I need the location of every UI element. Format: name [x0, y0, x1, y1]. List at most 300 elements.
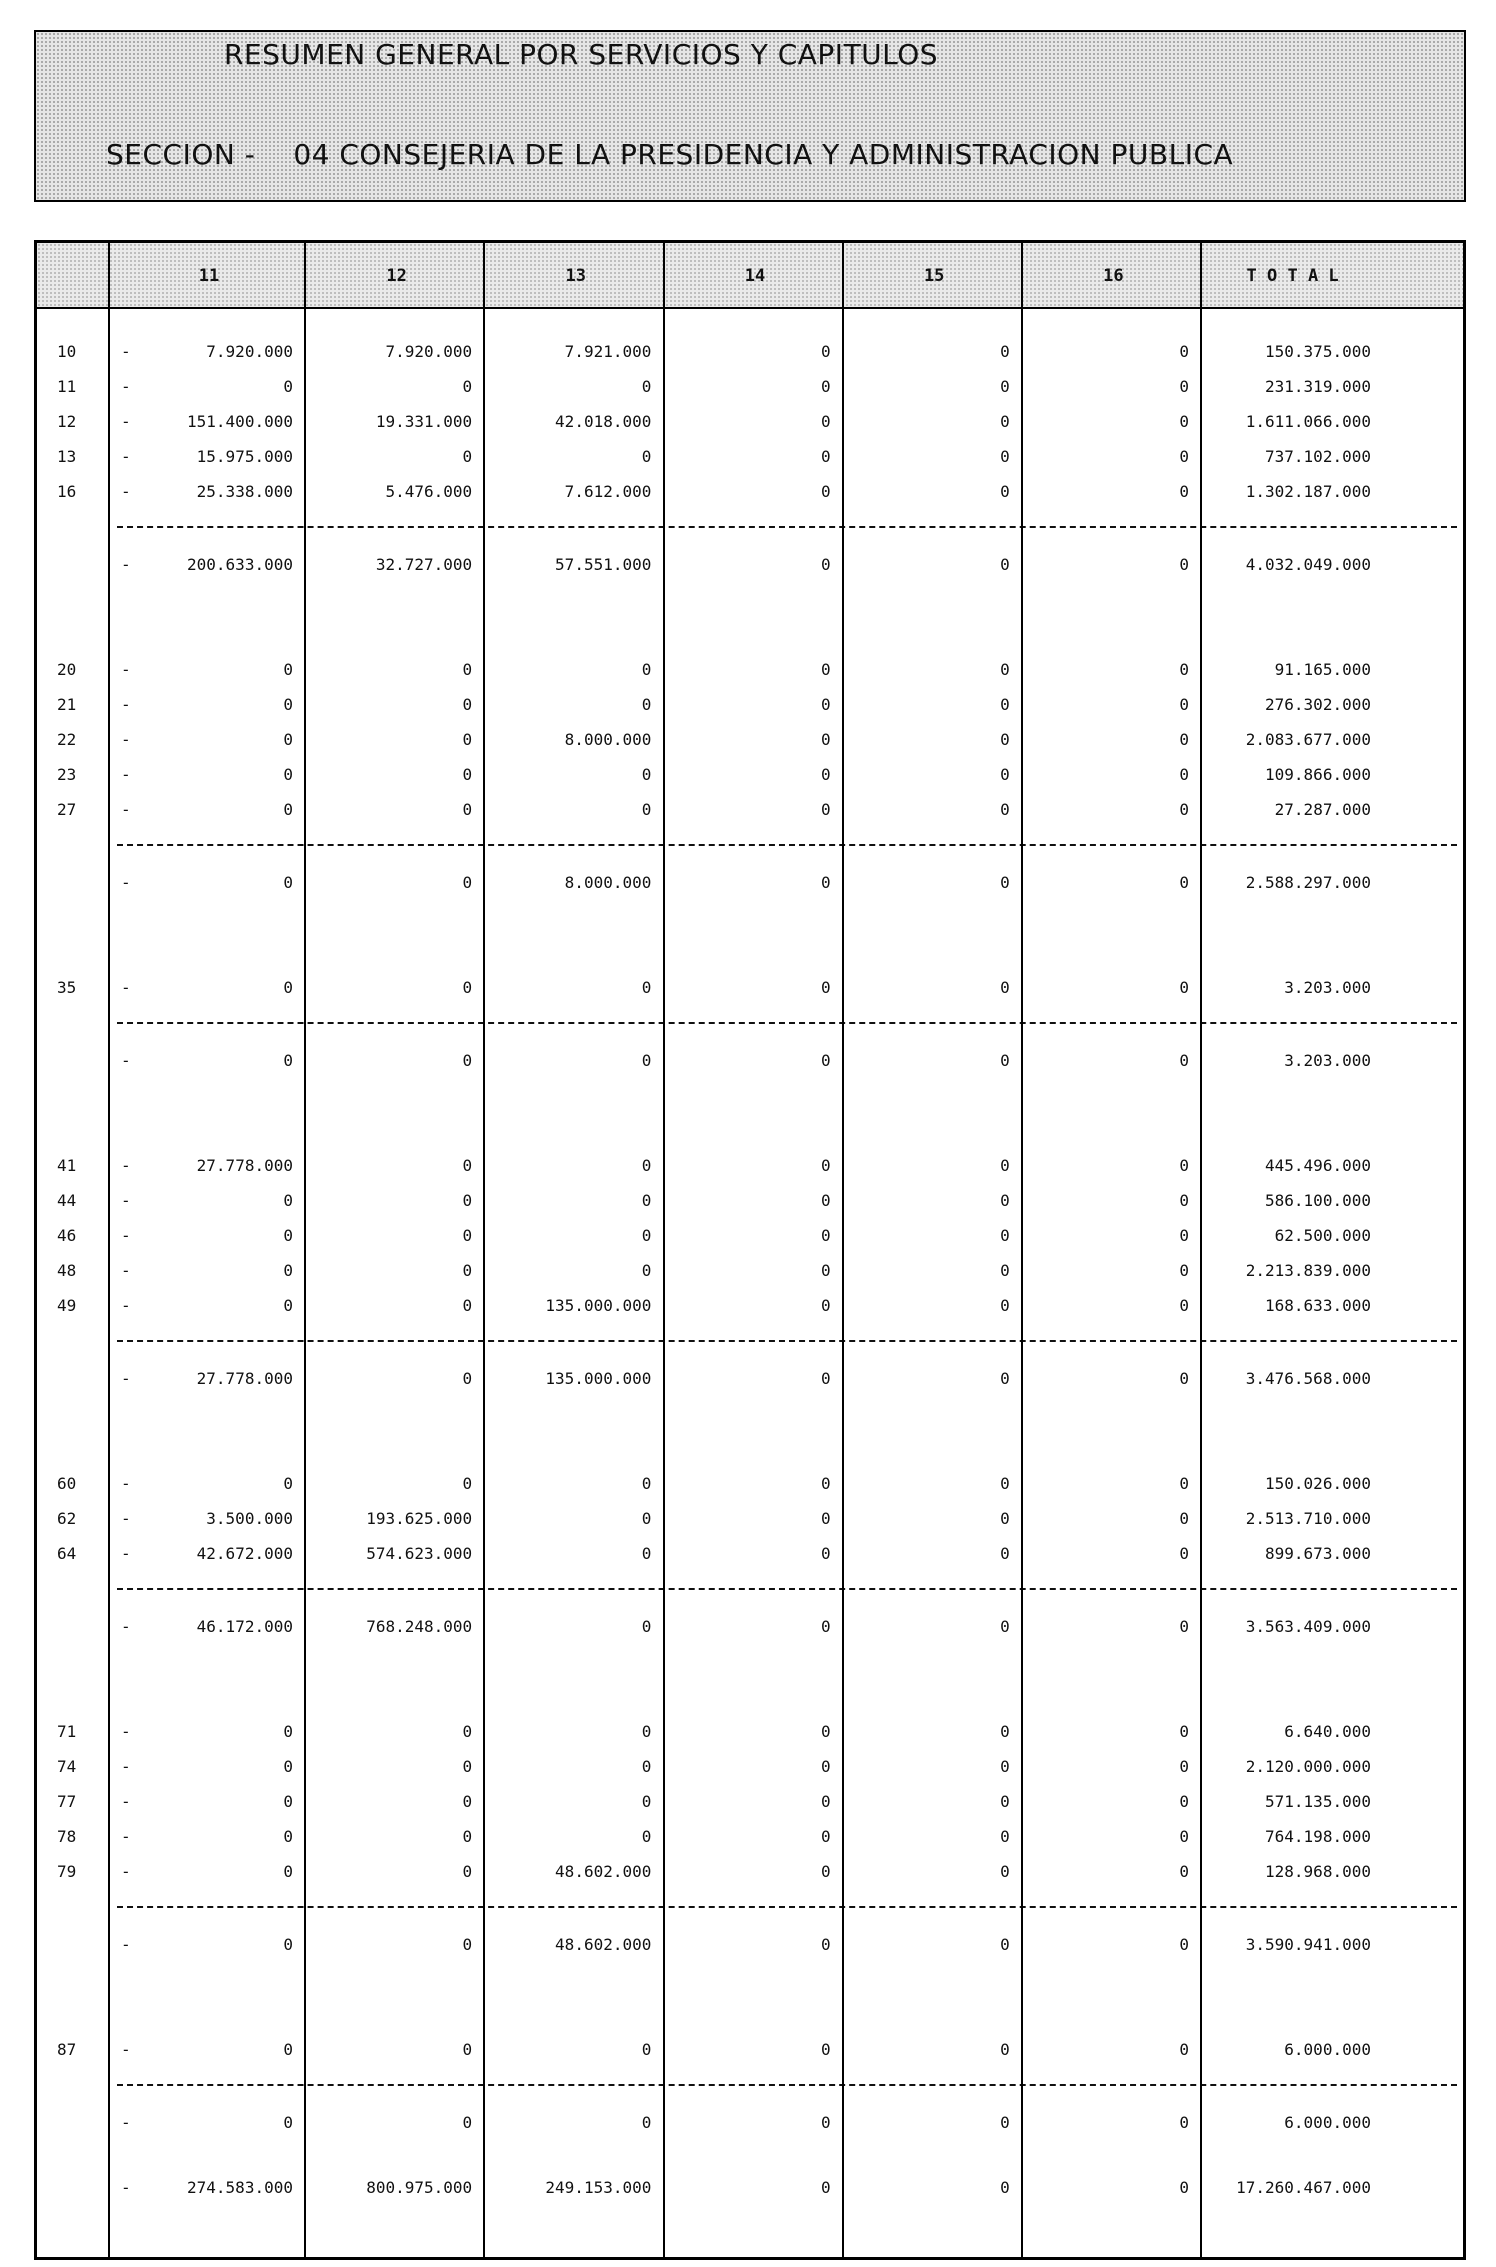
value-cell: 0	[641, 1261, 652, 1280]
value-cell: 0	[462, 660, 473, 679]
row-marker: -	[121, 1935, 131, 1954]
subtotal-separator	[117, 844, 1457, 846]
value-cell: 0	[1000, 660, 1010, 679]
total-value: 571.135.000	[1265, 1792, 1371, 1811]
value-cell: 0	[1000, 1544, 1010, 1563]
value-cell: 0	[462, 1191, 473, 1210]
column-header-11: 11	[198, 266, 220, 286]
value-cell: 7.920.000	[385, 342, 473, 361]
value-cell: 0	[283, 1226, 293, 1245]
subtotal-separator	[117, 1022, 1457, 1024]
column-header-15: 15	[923, 266, 945, 286]
value-cell: 0	[1179, 1296, 1189, 1315]
value-cell: 0	[820, 1862, 831, 1881]
row-marker: -	[121, 1296, 131, 1315]
row-code: 27	[57, 800, 77, 819]
value-cell: 0	[1179, 1935, 1189, 1954]
value-cell: 0	[1179, 377, 1189, 396]
value-cell: 0	[283, 1722, 293, 1741]
subtotal-separator	[117, 2084, 1457, 2086]
row-marker: -	[121, 765, 131, 784]
value-cell: 0	[1000, 1827, 1010, 1846]
value-cell: 0	[1179, 1757, 1189, 1776]
value-cell: 0	[820, 1191, 831, 1210]
value-cell: 57.551.000	[555, 555, 652, 574]
value-cell: 0	[283, 800, 293, 819]
total-value: 764.198.000	[1265, 1827, 1371, 1846]
value-cell: 0	[641, 660, 652, 679]
value-cell: 0	[283, 1296, 293, 1315]
row-marker: -	[121, 1369, 131, 1388]
value-cell: 0	[283, 695, 293, 714]
total-value: 62.500.000	[1274, 1226, 1371, 1245]
value-cell: 0	[462, 695, 473, 714]
row-marker: -	[121, 1226, 131, 1245]
row-code: 35	[57, 978, 77, 997]
value-cell: 0	[462, 1296, 473, 1315]
value-cell: 0	[1000, 1757, 1010, 1776]
value-cell: 0	[283, 1935, 293, 1954]
value-cell: 0	[1000, 1051, 1010, 1070]
value-cell: 0	[641, 1156, 652, 1175]
table-row	[37, 1186, 1463, 1216]
value-cell: 0	[1000, 1474, 1010, 1493]
row-marker: -	[121, 1191, 131, 1210]
subtotal-row	[37, 2108, 1463, 2138]
value-cell: 0	[820, 1226, 831, 1245]
value-cell: 0	[820, 730, 831, 749]
value-cell: 0	[462, 2040, 473, 2059]
budget-table	[34, 240, 1466, 2260]
column-divider	[304, 243, 306, 2257]
column-header-total: T O T A L	[1246, 266, 1339, 286]
value-cell: 0	[462, 1757, 473, 1776]
value-cell: 48.602.000	[555, 1935, 652, 1954]
value-cell: 0	[283, 765, 293, 784]
subtotal-row	[37, 550, 1463, 580]
value-cell: 0	[283, 873, 293, 892]
value-cell: 0	[820, 555, 831, 574]
value-cell: 0	[820, 695, 831, 714]
value-cell: 0	[1179, 342, 1189, 361]
value-cell: 135.000.000	[545, 1296, 652, 1315]
table-row	[37, 1221, 1463, 1251]
table-row	[37, 1291, 1463, 1321]
row-marker: -	[121, 1617, 131, 1636]
total-value: 276.302.000	[1265, 695, 1371, 714]
value-cell: 15.975.000	[196, 447, 293, 466]
row-marker: -	[121, 730, 131, 749]
value-cell: 0	[820, 1369, 831, 1388]
column-divider	[842, 243, 844, 2257]
value-cell: 0	[820, 1722, 831, 1741]
value-cell: 574.623.000	[366, 1544, 473, 1563]
row-code: 13	[57, 447, 77, 466]
column-divider	[663, 243, 665, 2257]
value-cell: 0	[1000, 1369, 1010, 1388]
table-row	[37, 1504, 1463, 1534]
value-cell: 0	[283, 1757, 293, 1776]
value-cell: 0	[820, 1617, 831, 1636]
row-marker: -	[121, 1757, 131, 1776]
value-cell: 0	[641, 2040, 652, 2059]
table-row	[37, 1787, 1463, 1817]
table-row	[37, 442, 1463, 472]
total-value: 1.611.066.000	[1245, 412, 1371, 431]
value-cell: 3.500.000	[206, 1509, 293, 1528]
value-cell: 0	[641, 1191, 652, 1210]
row-marker: -	[121, 342, 131, 361]
value-cell: 0	[1179, 1509, 1189, 1528]
table-row	[37, 760, 1463, 790]
value-cell: 0	[1179, 695, 1189, 714]
value-cell: 0	[820, 1296, 831, 1315]
value-cell: 0	[1179, 1792, 1189, 1811]
value-cell: 0	[820, 1757, 831, 1776]
value-cell: 0	[1179, 978, 1189, 997]
value-cell: 0	[1000, 1191, 1010, 1210]
value-cell: 0	[462, 873, 473, 892]
value-cell: 0	[283, 978, 293, 997]
value-cell: 0	[283, 2040, 293, 2059]
value-cell: 0	[1000, 342, 1010, 361]
value-cell: 800.975.000	[366, 2178, 473, 2197]
value-cell: 0	[462, 1935, 473, 1954]
value-cell: 0	[283, 1862, 293, 1881]
value-cell: 0	[641, 1757, 652, 1776]
total-value: 737.102.000	[1265, 447, 1371, 466]
value-cell: 0	[462, 1862, 473, 1881]
total-value: 150.375.000	[1265, 342, 1371, 361]
value-cell: 0	[820, 1156, 831, 1175]
value-cell: 0	[820, 765, 831, 784]
total-value: 2.513.710.000	[1245, 1509, 1371, 1528]
row-marker: -	[121, 482, 131, 501]
subtotal-row	[37, 1612, 1463, 1642]
value-cell: 0	[1179, 1051, 1189, 1070]
value-cell: 0	[820, 1509, 831, 1528]
value-cell: 7.921.000	[564, 342, 652, 361]
table-row	[37, 407, 1463, 437]
row-code: 21	[57, 695, 77, 714]
total-value: 3.203.000	[1284, 978, 1371, 997]
value-cell: 0	[283, 1261, 293, 1280]
row-marker: -	[121, 1544, 131, 1563]
value-cell: 0	[1000, 1935, 1010, 1954]
value-cell: 25.338.000	[196, 482, 293, 501]
value-cell: 0	[1179, 1617, 1189, 1636]
subtotal-separator	[117, 1906, 1457, 1908]
value-cell: 135.000.000	[545, 1369, 652, 1388]
row-marker: -	[121, 660, 131, 679]
value-cell: 0	[1000, 800, 1010, 819]
value-cell: 0	[1179, 800, 1189, 819]
row-code: 49	[57, 1296, 77, 1315]
row-code: 41	[57, 1156, 77, 1175]
value-cell: 0	[820, 447, 831, 466]
value-cell: 0	[820, 1261, 831, 1280]
value-cell: 0	[1179, 730, 1189, 749]
value-cell: 0	[820, 377, 831, 396]
total-value: 2.083.677.000	[1245, 730, 1371, 749]
value-cell: 0	[820, 2178, 831, 2197]
table-row	[37, 1857, 1463, 1887]
value-cell: 0	[1000, 730, 1010, 749]
total-value: 231.319.000	[1265, 377, 1371, 396]
value-cell: 274.583.000	[187, 2178, 293, 2197]
row-code: 16	[57, 482, 77, 501]
table-row	[37, 337, 1463, 367]
value-cell: 249.153.000	[545, 2178, 652, 2197]
row-marker: -	[121, 1051, 131, 1070]
value-cell: 8.000.000	[564, 873, 652, 892]
value-cell: 0	[1179, 765, 1189, 784]
table-row	[37, 1822, 1463, 1852]
value-cell: 0	[283, 1474, 293, 1493]
value-cell: 0	[820, 1051, 831, 1070]
row-code: 23	[57, 765, 77, 784]
value-cell: 0	[641, 1544, 652, 1563]
value-cell: 151.400.000	[187, 412, 293, 431]
value-cell: 0	[820, 2113, 831, 2132]
value-cell: 0	[1179, 447, 1189, 466]
value-cell: 7.612.000	[564, 482, 652, 501]
value-cell: 0	[641, 1617, 652, 1636]
column-divider	[108, 243, 110, 2257]
value-cell: 0	[1000, 2040, 1010, 2059]
value-cell: 200.633.000	[187, 555, 293, 574]
value-cell: 0	[641, 695, 652, 714]
report-title: RESUMEN GENERAL POR SERVICIOS Y CAPITULOS	[224, 38, 939, 71]
value-cell: 0	[462, 2113, 473, 2132]
value-cell: 0	[820, 482, 831, 501]
value-cell: 0	[283, 1792, 293, 1811]
value-cell: 0	[1179, 1226, 1189, 1245]
value-cell: 0	[283, 730, 293, 749]
row-code: 22	[57, 730, 77, 749]
value-cell: 0	[820, 412, 831, 431]
row-marker: -	[121, 2040, 131, 2059]
value-cell: 0	[462, 1261, 473, 1280]
row-marker: -	[121, 1156, 131, 1175]
value-cell: 0	[1179, 2040, 1189, 2059]
value-cell: 0	[1179, 873, 1189, 892]
value-cell: 0	[462, 1156, 473, 1175]
value-cell: 0	[820, 978, 831, 997]
value-cell: 0	[1179, 482, 1189, 501]
table-row	[37, 2035, 1463, 2065]
table-row	[37, 973, 1463, 1003]
value-cell: 0	[1000, 377, 1010, 396]
value-cell: 0	[820, 2040, 831, 2059]
row-code: 20	[57, 660, 77, 679]
value-cell: 0	[462, 1474, 473, 1493]
table-row	[37, 372, 1463, 402]
value-cell: 0	[820, 342, 831, 361]
value-cell: 0	[462, 765, 473, 784]
table-row	[37, 1256, 1463, 1286]
value-cell: 0	[641, 1722, 652, 1741]
value-cell: 0	[641, 447, 652, 466]
value-cell: 0	[462, 447, 473, 466]
total-value: 150.026.000	[1265, 1474, 1371, 1493]
row-marker: -	[121, 377, 131, 396]
row-code: 12	[57, 412, 77, 431]
value-cell: 0	[641, 765, 652, 784]
total-value: 17.260.467.000	[1236, 2178, 1371, 2197]
value-cell: 32.727.000	[375, 555, 473, 574]
value-cell: 0	[462, 800, 473, 819]
total-value: 2.120.000.000	[1245, 1757, 1371, 1776]
value-cell: 0	[283, 2113, 293, 2132]
value-cell: 0	[1000, 1156, 1010, 1175]
row-code: 11	[57, 377, 77, 396]
table-row	[37, 725, 1463, 755]
value-cell: 48.602.000	[555, 1862, 652, 1881]
total-value: 3.563.409.000	[1245, 1617, 1371, 1636]
row-code: 62	[57, 1509, 77, 1528]
value-cell: 0	[1000, 873, 1010, 892]
value-cell: 0	[283, 377, 293, 396]
total-value: 4.032.049.000	[1245, 555, 1371, 574]
row-marker: -	[121, 1474, 131, 1493]
value-cell: 0	[820, 1474, 831, 1493]
column-header-14: 14	[744, 266, 766, 286]
total-value: 899.673.000	[1265, 1544, 1371, 1563]
subtotal-row	[37, 1364, 1463, 1394]
table-row	[37, 1717, 1463, 1747]
value-cell: 0	[462, 978, 473, 997]
subtotal-row	[37, 1930, 1463, 1960]
value-cell: 0	[820, 1935, 831, 1954]
value-cell: 0	[1179, 1156, 1189, 1175]
row-code: 77	[57, 1792, 77, 1811]
subtotal-separator	[117, 1340, 1457, 1342]
value-cell: 0	[1000, 447, 1010, 466]
grand-total-row	[37, 2173, 1463, 2203]
value-cell: 0	[820, 660, 831, 679]
total-value: 2.213.839.000	[1245, 1261, 1371, 1280]
row-code: 79	[57, 1862, 77, 1881]
value-cell: 0	[1000, 2113, 1010, 2132]
table-row	[37, 795, 1463, 825]
value-cell: 0	[1000, 695, 1010, 714]
subtotal-separator	[117, 1588, 1457, 1590]
value-cell: 0	[820, 1827, 831, 1846]
row-code: 74	[57, 1757, 77, 1776]
value-cell: 0	[1179, 1474, 1189, 1493]
total-value: 6.000.000	[1284, 2040, 1371, 2059]
value-cell: 0	[641, 1509, 652, 1528]
report-header	[34, 30, 1466, 202]
value-cell: 5.476.000	[385, 482, 473, 501]
value-cell: 0	[283, 1051, 293, 1070]
value-cell: 0	[1000, 555, 1010, 574]
row-marker: -	[121, 695, 131, 714]
value-cell: 0	[1179, 1369, 1189, 1388]
value-cell: 193.625.000	[366, 1509, 473, 1528]
value-cell: 0	[641, 1792, 652, 1811]
column-header-12: 12	[386, 266, 407, 286]
value-cell: 0	[1179, 1827, 1189, 1846]
value-cell: 42.018.000	[555, 412, 652, 431]
value-cell: 0	[641, 1226, 652, 1245]
value-cell: 0	[462, 1226, 473, 1245]
table-row	[37, 1539, 1463, 1569]
row-marker: -	[121, 2178, 131, 2197]
value-cell: 0	[462, 1722, 473, 1741]
value-cell: 0	[820, 1544, 831, 1563]
row-code: 46	[57, 1226, 77, 1245]
value-cell: 46.172.000	[196, 1617, 293, 1636]
value-cell: 27.778.000	[196, 1156, 293, 1175]
value-cell: 0	[283, 1191, 293, 1210]
row-code: 78	[57, 1827, 77, 1846]
total-value: 2.588.297.000	[1245, 873, 1371, 892]
value-cell: 0	[462, 1369, 473, 1388]
section-line	[106, 138, 1233, 171]
section-name: 04 CONSEJERIA DE LA PRESIDENCIA Y ADMINISTRACION PUBLICA	[293, 138, 1234, 171]
value-cell: 0	[1000, 482, 1010, 501]
value-cell: 0	[283, 660, 293, 679]
total-value: 128.968.000	[1265, 1862, 1371, 1881]
value-cell: 0	[1000, 1722, 1010, 1741]
total-value: 168.633.000	[1265, 1296, 1371, 1315]
row-marker: -	[121, 2113, 131, 2132]
value-cell: 0	[1179, 412, 1189, 431]
value-cell: 0	[1179, 1191, 1189, 1210]
value-cell: 0	[641, 2113, 652, 2132]
value-cell: 0	[1000, 978, 1010, 997]
value-cell: 8.000.000	[564, 730, 652, 749]
subtotal-separator	[117, 526, 1457, 528]
row-code: 48	[57, 1261, 77, 1280]
table-row	[37, 1151, 1463, 1181]
value-cell: 0	[1000, 412, 1010, 431]
row-marker: -	[121, 412, 131, 431]
column-divider	[483, 243, 485, 2257]
row-code: 64	[57, 1544, 77, 1563]
value-cell: 0	[1000, 1509, 1010, 1528]
value-cell: 0	[1000, 1261, 1010, 1280]
value-cell: 0	[1179, 1722, 1189, 1741]
value-cell: 0	[1179, 1862, 1189, 1881]
value-cell: 0	[462, 730, 473, 749]
table-row	[37, 1469, 1463, 1499]
row-marker: -	[121, 555, 131, 574]
row-marker: -	[121, 1792, 131, 1811]
row-code: 10	[57, 342, 77, 361]
total-value: 27.287.000	[1274, 800, 1371, 819]
row-code: 44	[57, 1191, 77, 1210]
value-cell: 0	[1179, 660, 1189, 679]
column-divider	[1021, 243, 1023, 2257]
row-marker: -	[121, 447, 131, 466]
column-header-16: 16	[1103, 266, 1124, 286]
value-cell: 0	[462, 1792, 473, 1811]
total-value: 6.000.000	[1284, 2113, 1371, 2132]
value-cell: 0	[641, 800, 652, 819]
table-row	[37, 655, 1463, 685]
column-header-row	[37, 243, 1463, 309]
value-cell: 0	[641, 1051, 652, 1070]
total-value: 445.496.000	[1265, 1156, 1371, 1175]
value-cell: 0	[1000, 1792, 1010, 1811]
value-cell: 42.672.000	[196, 1544, 293, 1563]
total-value: 3.476.568.000	[1245, 1369, 1371, 1388]
value-cell: 0	[1000, 2178, 1010, 2197]
value-cell: 0	[462, 1051, 473, 1070]
